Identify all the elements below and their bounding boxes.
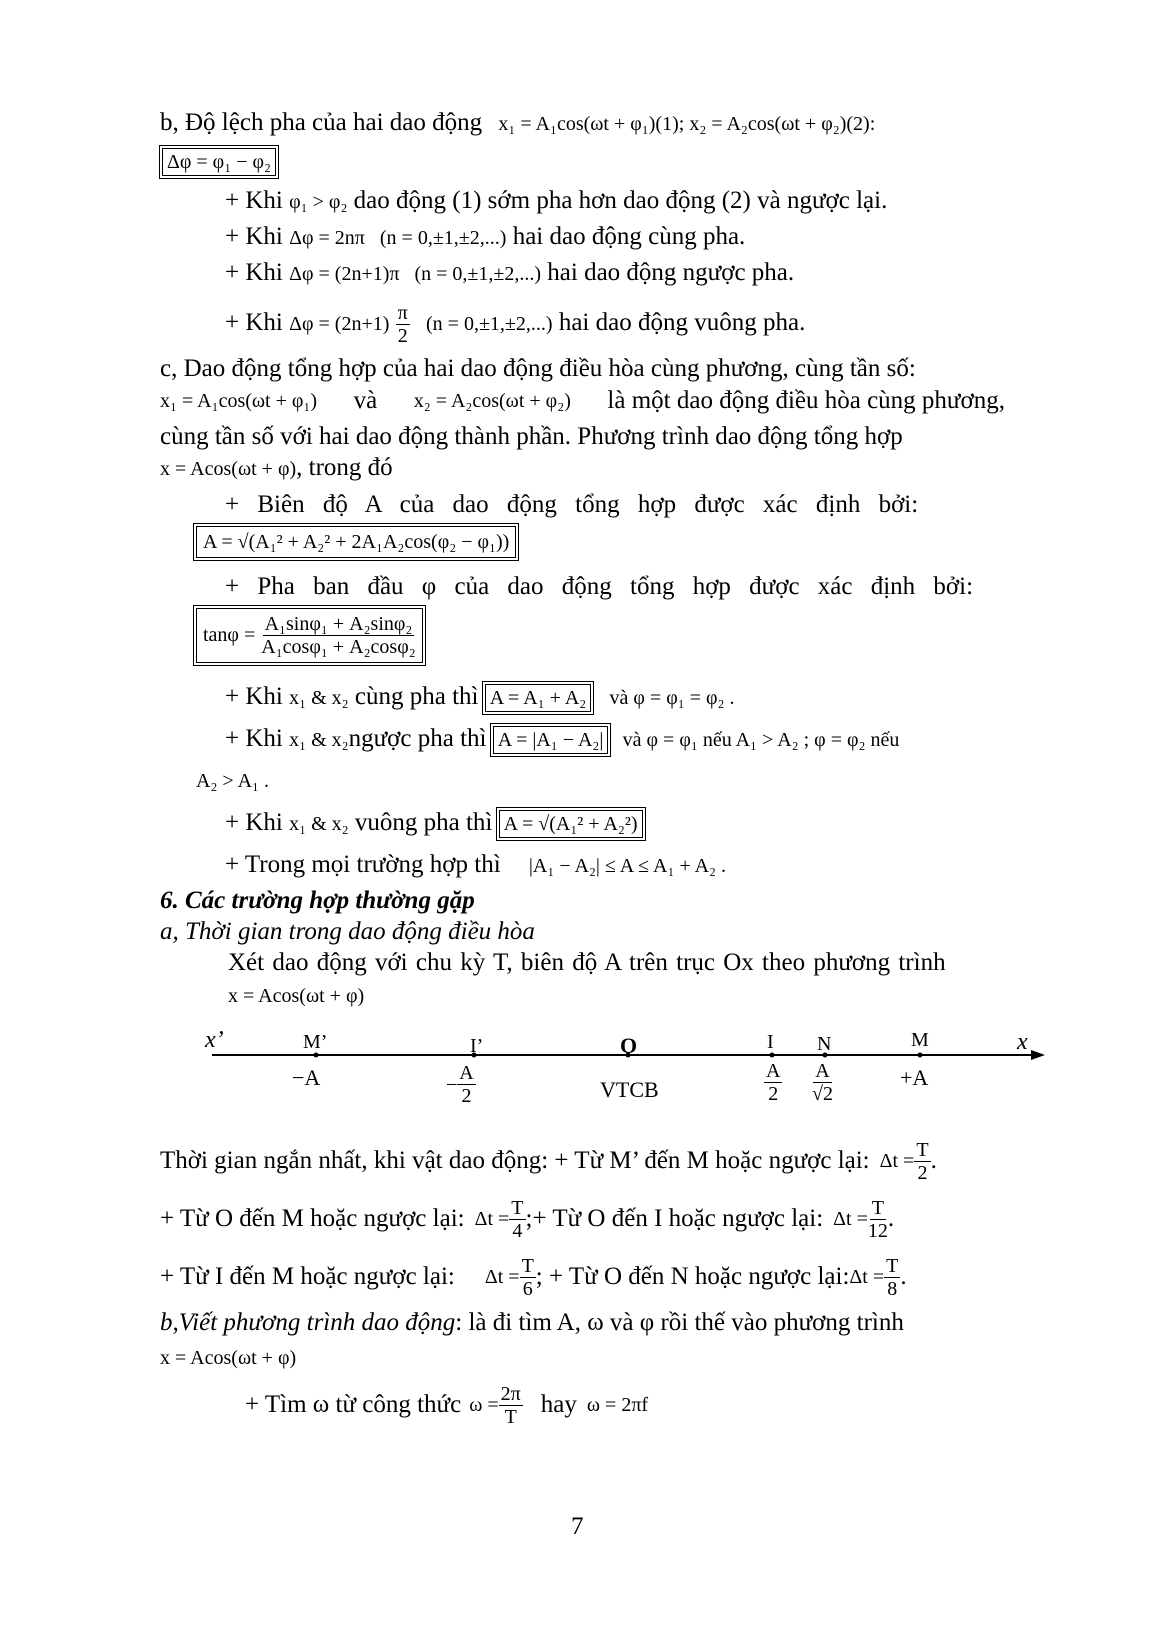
point-label-o: O xyxy=(620,1033,638,1058)
part-b2-eq: x = Acos(ωt + φ) xyxy=(160,1347,297,1369)
frac-den: T xyxy=(504,1405,517,1428)
time-4-text: + Từ I đến M hoặc ngược lại: xyxy=(160,1263,455,1290)
time-2-text: + Từ O đến M hoặc ngược lại: xyxy=(160,1205,465,1232)
opposite-phase-box: A = |A₁ − A₂| xyxy=(493,726,609,754)
axis-arrowhead xyxy=(1031,1050,1045,1060)
part-b2-line xyxy=(160,1308,1005,1338)
point-value-i xyxy=(764,1060,782,1105)
frac-num: A xyxy=(766,1060,781,1082)
time-5-fraction xyxy=(884,1255,900,1300)
opposite-phase-cont xyxy=(196,765,269,796)
phase-case-1 xyxy=(225,186,887,217)
section-6-equation xyxy=(228,980,364,1011)
part-b2-heading: b,Viết phương trình dao động xyxy=(160,1309,456,1336)
delta-phi-box: Δφ = φ₁ − φ₂ xyxy=(162,148,276,176)
case-mid: vuông pha thì xyxy=(354,809,493,836)
time-line-2: + Từ O đến M hoặc ngược lại: Δt = $\frac{T}{4}$ ;+ Từ O đến I hoặc ngược lại: Δt = $\frac{T}{12}$ . xyxy=(160,1194,894,1244)
frac-num: T xyxy=(886,1254,899,1277)
time-4-fraction xyxy=(520,1255,536,1300)
case-math: Δφ = (2n+1)π (n = 0,±1,±2,...) xyxy=(289,263,542,285)
frac-den: 2 xyxy=(917,1161,928,1184)
all-cases-math: |A₁ − A₂| ≤ A ≤ A₁ + A₂ . xyxy=(528,855,727,877)
frac-den: √2 xyxy=(812,1083,833,1105)
delta-t-lhs: Δt = xyxy=(484,1266,520,1288)
case-x: x₁ & x₂ xyxy=(289,729,349,751)
all-cases xyxy=(225,850,726,881)
point-value-m: +A xyxy=(900,1065,929,1090)
case-post: hai dao động ngược pha. xyxy=(547,259,795,286)
delta-t-lhs: Δt = xyxy=(474,1208,510,1230)
time-5-text: ; + Từ O đến N hoặc ngược lại: xyxy=(535,1263,850,1290)
frac-num: 2π xyxy=(500,1382,521,1405)
part-c-line3-text: cùng tần số với hai dao động thành phần. Phương trình dao động tổng hợp xyxy=(160,423,903,450)
point-label-i-prime: I’ xyxy=(470,1035,484,1057)
part-c-line2 xyxy=(160,386,1005,416)
delta-t-lhs: Δt = xyxy=(833,1208,868,1230)
part-b-intro: b, Độ lệch pha của hai dao động xyxy=(160,109,483,136)
phase-case-4 xyxy=(225,300,805,347)
value-sign: − xyxy=(446,1073,458,1096)
case-post: và φ = φ₁ = φ₂ . xyxy=(609,687,735,709)
time-line-3: + Từ I đến M hoặc ngược lại: Δt = $\frac{T}{6}$ ; + Từ O đến N hoặc ngược lại: Δt = $\frac{T}{8}$ . xyxy=(160,1252,907,1302)
phase-intro-text: + Pha ban đầu φ của dao động tổng hợp được xác định bởi: xyxy=(225,573,974,600)
case-post: hai dao động cùng pha. xyxy=(512,223,746,250)
x2-equation: x₂ = A₂cos(ωt + φ₂) xyxy=(413,390,571,412)
tan-phi-formula xyxy=(196,608,423,663)
consider-text: Xét dao động với chu kỳ T, biên độ A trên trục Ox theo phương trình xyxy=(228,949,946,976)
case-pre: + Khi xyxy=(225,683,283,710)
point-label-n: N xyxy=(817,1033,832,1055)
case-post: dao động (1) sớm pha hơn dao động (2) và ngược lại. xyxy=(353,187,888,214)
tan-denominator: A₁cosφ₁ + A₂cosφ₂ xyxy=(261,636,416,658)
section-6a-heading: a, Thời gian trong dao động điều hòa xyxy=(160,918,535,945)
section-6-consider xyxy=(228,948,1005,978)
case-math: Δφ = 2nπ (n = 0,±1,±2,...) xyxy=(289,227,507,249)
delta-t-lhs: Δt = xyxy=(849,1266,885,1288)
tan-fraction xyxy=(261,613,415,658)
case-post: hai dao động vuông pha. xyxy=(558,309,806,336)
conj-va: và xyxy=(353,387,378,414)
axis-line-svg xyxy=(0,1020,1158,1120)
case-mid: ngược pha thì xyxy=(348,725,487,752)
case-math: Δφ = (2n+1) xyxy=(289,313,390,335)
axis-point-m xyxy=(918,1053,923,1058)
section-6-eq: x = Acos(ωt + φ) xyxy=(228,985,365,1007)
time-3-fraction xyxy=(868,1197,888,1242)
point-value-n xyxy=(812,1060,833,1105)
part-c-heading: c, Dao động tổng hợp của hai dao động điều hòa cùng phương, cùng tần số: xyxy=(160,355,916,382)
quadrature-box: A = √(A₁² + A₂²) xyxy=(499,810,643,838)
point-value-o: VTCB xyxy=(600,1077,659,1102)
omega-alt: ω = 2πf xyxy=(586,1394,649,1416)
amplitude-intro xyxy=(225,490,1005,520)
x1-equation: x₁ = A₁cos(ωt + φ₁) xyxy=(160,390,318,412)
part-c-line4-text: , trong đó xyxy=(296,454,393,481)
case-pre: + Khi xyxy=(225,309,283,336)
frac-den: 2 xyxy=(768,1083,779,1105)
frac-num: T xyxy=(916,1138,929,1161)
pi-over-2-fraction xyxy=(396,302,410,347)
phase-case-3 xyxy=(225,258,794,289)
frac-num: A xyxy=(815,1060,830,1082)
value-fraction xyxy=(764,1060,782,1105)
case-x: x₁ & x₂ xyxy=(289,687,349,709)
point-label-i: I xyxy=(767,1031,774,1053)
time-1-text: Thời gian ngắn nhất, khi vật dao động: + Từ M’ đến M hoặc ngược lại: xyxy=(160,1147,870,1174)
tan-numerator: A₁sinφ₁ + A₂sinφ₂ xyxy=(264,613,413,635)
time-3-text: ;+ Từ O đến I hoặc ngược lại: xyxy=(525,1205,824,1232)
phase-case-2 xyxy=(225,222,745,253)
tan-lhs: tanφ = xyxy=(203,624,256,646)
frac-den: 8 xyxy=(887,1277,898,1300)
frac-den: 2 xyxy=(397,324,408,347)
time-2-fraction xyxy=(509,1197,525,1242)
part-b2-text: : là đi tìm A, ω và φ rồi thế vào phương trình xyxy=(455,1309,904,1336)
frac-num: T xyxy=(521,1254,534,1277)
frac-den: 2 xyxy=(461,1085,472,1107)
part-b2-equation xyxy=(160,1342,296,1373)
delta-t-lhs: Δt = xyxy=(879,1150,915,1172)
amplitude-formula-box: A = √(A₁² + A₂² + 2A₁A₂cos(φ₂ − φ₁)) xyxy=(196,526,516,558)
find-omega-text: + Tìm ω từ công thức xyxy=(245,1391,462,1418)
same-phase-case xyxy=(225,682,735,713)
same-phase-box: A = A₁ + A₂ xyxy=(485,684,592,712)
axis-right-label: x xyxy=(1017,1029,1028,1055)
point-value-i-prime xyxy=(446,1062,476,1107)
part-c-line4 xyxy=(160,453,393,484)
case-pre: + Khi xyxy=(225,223,283,250)
all-cases-pre: + Trong mọi trường hợp thì xyxy=(225,851,501,878)
frac-den: 4 xyxy=(512,1219,523,1242)
frac-num: π xyxy=(397,301,408,324)
case-post: và φ = φ₁ nếu A₁ > A₂ ; φ = φ₂ nếu xyxy=(622,729,900,751)
case-math: φ₁ > φ₂ xyxy=(289,191,348,213)
x-equation: x = Acos(ωt + φ) xyxy=(160,458,297,480)
case-x: x₁ & x₂ xyxy=(289,813,349,835)
value-fraction xyxy=(812,1060,833,1105)
frac-den: 12 xyxy=(867,1219,888,1242)
axis-left-label: x’ xyxy=(205,1027,224,1053)
case-pre: + Khi xyxy=(225,809,283,836)
point-label-m: M xyxy=(911,1029,929,1051)
or-text: hay xyxy=(540,1391,577,1418)
omega-lhs: ω = xyxy=(469,1394,499,1416)
quadrature-case xyxy=(225,808,643,839)
point-value-m-prime: −A xyxy=(292,1065,321,1090)
case-mid: cùng pha thì xyxy=(354,683,479,710)
opposite-phase-cont-text: A₂ > A₁ . xyxy=(196,770,270,792)
time-1-fraction xyxy=(914,1139,930,1184)
part-b-eqs: x₁ = A₁cos(ωt + φ₁)(1); x₂ = A₂cos(ωt + φ₂)(2): xyxy=(498,113,876,135)
amplitude-intro-text: + Biên độ A của dao động tổng hợp được xác định bởi: xyxy=(225,491,919,518)
frac-num: T xyxy=(871,1196,884,1219)
time-line-1: Thời gian ngắn nhất, khi vật dao động: + Từ M’ đến M hoặc ngược lại: Δt = $\frac{T}{2}$ . xyxy=(160,1136,937,1186)
part-b-intro-line xyxy=(160,108,1005,139)
case-math2: (n = 0,±1,±2,...) xyxy=(426,313,553,335)
find-omega-line xyxy=(245,1380,648,1430)
amplitude-formula xyxy=(196,526,516,558)
part-c-line1 xyxy=(160,354,1005,384)
part-c-line3 xyxy=(160,422,1005,452)
frac-num: A xyxy=(459,1062,474,1084)
frac-den: 6 xyxy=(522,1277,533,1300)
case-pre: + Khi xyxy=(225,187,283,214)
part-c-line2-text: là một dao động điều hòa cùng phương, xyxy=(607,387,1005,414)
page-number: 7 xyxy=(571,1513,584,1540)
section-6-heading: 6. Các trường hợp thường gặp xyxy=(160,887,475,914)
phase-intro xyxy=(225,572,1005,602)
value-fraction xyxy=(457,1062,475,1107)
omega-fraction xyxy=(499,1383,523,1428)
opposite-phase-case xyxy=(225,724,899,755)
case-pre: + Khi xyxy=(225,259,283,286)
axis-diagram xyxy=(0,1020,1158,1120)
point-label-m-prime: M’ xyxy=(303,1031,328,1053)
delta-phi-formula xyxy=(162,146,276,176)
frac-num: T xyxy=(511,1196,524,1219)
case-pre: + Khi xyxy=(225,725,283,752)
